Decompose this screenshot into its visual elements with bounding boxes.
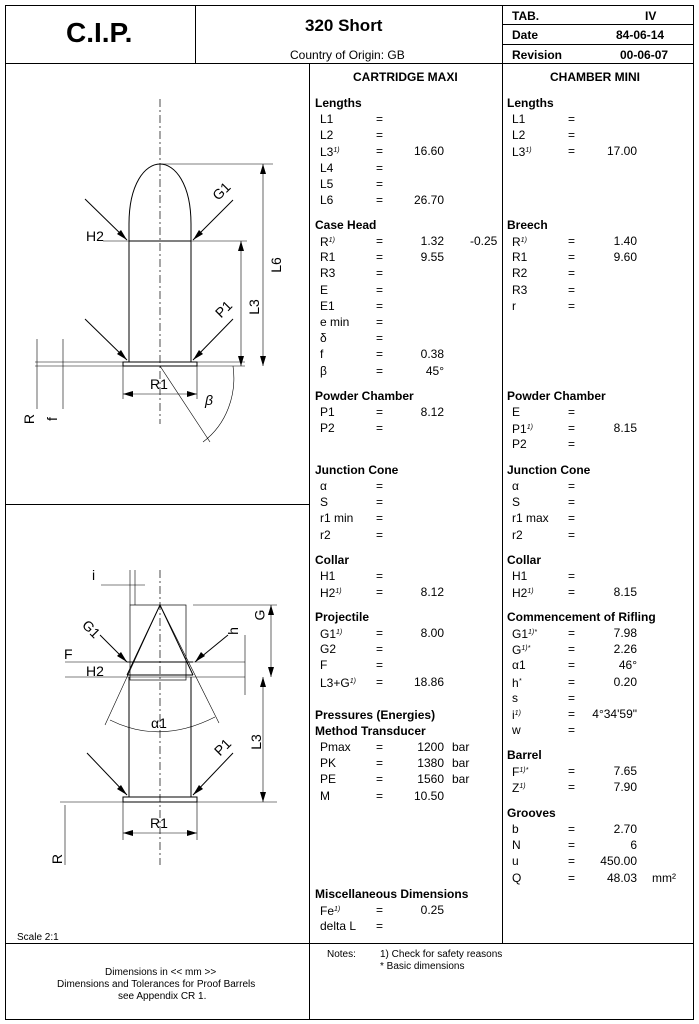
cartridge-collar-row-label: H1 <box>320 569 336 583</box>
cartridge-projectile-row-label: G2 <box>320 642 337 657</box>
chamber-rifling-row-value: 46° <box>618 658 637 673</box>
cartridge-misc-row-label-text: Fe <box>320 904 335 918</box>
cartridge-lengths-row-equals: = <box>376 193 384 207</box>
cartridge-pressures-row-label: Pmax <box>320 740 351 754</box>
chamber-grooves-row-equals: = <box>568 838 576 853</box>
footer-divider <box>5 943 694 944</box>
cartridge-casehead-row-footnote: 1) <box>328 237 335 244</box>
chamber-collar-row-label: H1 <box>512 569 528 583</box>
cartridge-collar-row-equals: = <box>376 585 384 600</box>
cartridge-casehead-row-equals: = <box>376 363 384 378</box>
header-sep-2 <box>502 5 503 64</box>
chamber-rifling-row-footnote: 1) <box>514 710 521 717</box>
chamber-barrel-row-value: 7.90 <box>613 780 637 795</box>
revision-label: Revision <box>512 48 563 62</box>
cartridge-pressures-row-label: PE <box>320 772 337 787</box>
chamber-powder-row-value: 8.15 <box>613 421 637 436</box>
cartridge-misc-row-equals: = <box>376 919 384 934</box>
cartridge-projectile-row-label: F <box>320 658 328 673</box>
cartridge-column-title: CARTRIDGE MAXI <box>353 70 458 84</box>
chamber-junction-row-equals: = <box>568 527 576 542</box>
cartridge-projectile-row-value: 18.86 <box>413 674 444 689</box>
footer-note-1: 1) Check for safety reasons <box>380 949 503 960</box>
page-title: 320 Short <box>305 16 383 35</box>
chamber-lengths-row-equals: = <box>568 144 576 159</box>
chamber-grooves-row-equals: = <box>568 870 576 885</box>
cartridge-casehead-row-label: E1 <box>320 298 335 313</box>
chamber-breech-row-label: R3 <box>512 282 528 297</box>
chamber-barrel-row-footnote: 1) <box>519 783 526 791</box>
cartridge-casehead-row-equals: = <box>376 315 384 329</box>
chamber-rifling-row-label <box>512 675 521 690</box>
cartridge-junction-row-equals: = <box>376 479 384 493</box>
cartridge-lengths-row-label: L5 <box>320 176 334 191</box>
cartridge-lengths-row-equals: = <box>376 128 384 143</box>
cartridge-pressures-row-unit: bar <box>452 772 470 787</box>
chamber-collar-row-label-text: H2 <box>512 586 528 601</box>
chamber-barrel-row-equals: = <box>568 780 576 795</box>
chamber-rifling-row-equals: = <box>568 674 576 689</box>
chamber-rifling-row-label: s <box>512 690 518 705</box>
chamber-junction-row-equals: = <box>568 479 576 493</box>
cartridge-casehead-row-value: 9.55 <box>420 250 444 265</box>
chamber-breech-row-label: r <box>512 298 516 313</box>
chamber-collar-row-equals: = <box>568 585 576 600</box>
cartridge-collar-row-label-text: H2 <box>320 586 336 601</box>
chamber-breech-row-equals: = <box>568 298 576 313</box>
chamber-grooves-row-value: 48.03 <box>606 870 637 885</box>
cartridge-lengths-row-label-text: L3 <box>320 145 334 160</box>
chamber-breech-row-value: 1.40 <box>613 234 637 248</box>
cartridge-lengths-row-equals: = <box>376 112 384 126</box>
chamber-junction-row-equals: = <box>568 495 576 510</box>
label-alpha1-bottom: α1 <box>151 715 167 731</box>
chamber-barrel-row-equals: = <box>568 764 576 778</box>
chamber-lengths-row-label: L2 <box>512 128 526 143</box>
cartridge-pressures-row-equals: = <box>376 740 384 754</box>
chamber-grooves-row-label: b <box>512 822 519 836</box>
cartridge-lengths-row-label: L1 <box>320 112 334 126</box>
footer-sep <box>309 943 310 1020</box>
chamber-breech-row-label: R1 <box>512 250 528 265</box>
cartridge-junction-row-label: α <box>320 479 327 493</box>
cartridge-casehead-row-value: 0.38 <box>420 347 444 362</box>
cartridge-pressures-row-label: PK <box>320 756 337 771</box>
cartridge-projectile-row-equals: = <box>376 674 384 689</box>
chamber-grooves-row-value: 6 <box>630 838 637 853</box>
cartridge-lengths-row-equals: = <box>376 160 384 175</box>
chamber-rifling-row-value: 0.20 <box>613 674 637 689</box>
chamber-grooves-row-label: Q <box>512 870 522 885</box>
chamber-junction-row-label: S <box>512 495 521 510</box>
cartridge-casehead-row-tolerance: -0.25 <box>470 234 498 248</box>
label-p1-bottom: P1 <box>210 735 235 759</box>
chamber-lengths-row-equals: = <box>568 128 576 143</box>
chamber-breech-row-equals: = <box>568 250 576 265</box>
cartridge-junction-row-label: r2 <box>320 527 331 542</box>
cartridge-pressures-row-label: M <box>320 788 330 803</box>
cartridge-collar-row-value: 8.12 <box>420 585 444 600</box>
cartridge-pressures-row-value: 10.50 <box>413 788 444 803</box>
label-h2-top: H2 <box>86 228 104 244</box>
chamber-powder-row-equals: = <box>568 437 576 452</box>
chamber-rifling-row-equals: = <box>568 690 576 705</box>
chamber-rifling-row-equals: = <box>568 642 576 657</box>
cartridge-casehead-row-equals: = <box>376 282 384 297</box>
cartridge-casehead-row-equals: = <box>376 298 384 313</box>
cartridge-casehead-row-value: 45° <box>425 363 444 378</box>
cartridge-misc-row-value: 0.25 <box>420 903 444 917</box>
cartridge-misc-row-footnote: 1) <box>334 906 341 913</box>
chamber-lengths-title: Lengths <box>507 96 554 110</box>
chamber-breech-row-label <box>512 234 527 249</box>
frame-right <box>693 5 694 1020</box>
header-sep-1 <box>195 5 196 64</box>
label-g1-bottom: G1 <box>79 616 104 642</box>
chamber-grooves-row-value: 2.70 <box>613 822 637 836</box>
chamber-lengths-row-label-text: L3 <box>512 145 526 160</box>
label-g-bottom: G <box>251 609 268 621</box>
cartridge-projectile-row-label <box>320 675 356 690</box>
cartridge-projectile-row-equals: = <box>376 642 384 657</box>
chamber-powder-row-equals: = <box>568 421 576 436</box>
cartridge-drawing <box>5 64 309 504</box>
cartridge-misc-row-equals: = <box>376 903 384 917</box>
cartridge-projectile-row-footnote: 1) <box>349 677 356 685</box>
cartridge-projectile-row-equals: = <box>376 626 384 640</box>
cartridge-junction-row-equals: = <box>376 527 384 542</box>
chamber-junction-row-label: r1 max <box>512 511 549 526</box>
chamber-grooves-row-label: N <box>512 838 521 853</box>
cartridge-collar-title: Collar <box>315 553 350 567</box>
chamber-powder-row-label: E <box>512 405 521 419</box>
cartridge-casehead-row-label: β <box>320 363 327 378</box>
cartridge-casehead-row-label: e min <box>320 315 350 329</box>
chamber-rifling-row-label-text: h <box>512 675 519 690</box>
chamber-barrel-row-label <box>512 780 526 795</box>
revision-value: 00-06-07 <box>620 48 669 62</box>
cartridge-powder-title: Powder Chamber <box>315 389 414 403</box>
frame-bottom <box>5 1019 694 1020</box>
date-value: 84-06-14 <box>616 28 665 42</box>
cartridge-projectile-row-label-text: L3+G <box>320 675 350 690</box>
cartridge-powder-row-value: 8.12 <box>420 405 444 419</box>
cartridge-pressures-title: Pressures (Energies) <box>315 708 436 722</box>
tab-label: TAB. <box>512 9 540 23</box>
chamber-powder-row-equals: = <box>568 405 576 419</box>
chamber-breech-row-equals: = <box>568 266 576 281</box>
date-label: Date <box>512 28 539 42</box>
cartridge-powder-row-equals: = <box>376 421 384 436</box>
cartridge-casehead-row-label: R1 <box>320 250 336 265</box>
scale-label: Scale 2:1 <box>17 932 59 943</box>
cartridge-projectile-row-equals: = <box>376 658 384 673</box>
cartridge-pressures-row-value: 1380 <box>417 756 444 771</box>
chamber-powder-row-footnote: 1) <box>526 424 533 432</box>
chamber-lengths-row-label <box>512 144 532 159</box>
cartridge-lengths-row-value: 26.70 <box>413 193 444 207</box>
header-row-2 <box>502 44 694 45</box>
cartridge-casehead-row-equals: = <box>376 234 384 248</box>
label-r1-bottom: R1 <box>150 815 168 831</box>
cartridge-junction-title: Junction Cone <box>315 463 399 477</box>
cartridge-junction-row-equals: = <box>376 495 384 510</box>
chamber-grooves-row-equals: = <box>568 854 576 869</box>
chamber-rifling-title: Commencement of Rifling <box>507 610 656 624</box>
chamber-junction-row-label: r2 <box>512 527 523 542</box>
chamber-rifling-row-value: 7.98 <box>613 626 637 640</box>
cartridge-lengths-row-equals: = <box>376 176 384 191</box>
label-l3-bottom: L3 <box>247 734 264 750</box>
cartridge-lengths-row-footnote: 1) <box>333 147 340 155</box>
cartridge-projectile-row-label <box>320 626 342 641</box>
chamber-lengths-row-label: L1 <box>512 112 526 126</box>
chamber-junction-row-equals: = <box>568 511 576 526</box>
cartridge-casehead-row-equals: = <box>376 250 384 265</box>
chamber-breech-row-footnote: 1) <box>520 237 527 244</box>
chamber-barrel-row-label-text: Z <box>512 781 520 796</box>
cartridge-powder-row-label: P2 <box>320 421 335 436</box>
label-r1-top: R1 <box>150 376 168 392</box>
cartridge-junction-row-equals: = <box>376 511 384 526</box>
cartridge-projectile-row-footnote: 1) <box>336 629 343 636</box>
cartridge-collar-row-label <box>320 585 342 600</box>
cartridge-junction-row-label: r1 min <box>320 511 354 526</box>
chamber-grooves-title: Grooves <box>507 806 556 820</box>
chamber-rifling-row-label: w <box>512 723 521 738</box>
label-f-bottom: F <box>64 646 73 662</box>
cartridge-pressures-row-equals: = <box>376 788 384 803</box>
chamber-grooves-row-label: u <box>512 854 519 869</box>
label-g1-top: G1 <box>209 178 234 204</box>
chamber-rifling-row-label-text: i <box>512 708 515 722</box>
cartridge-projectile-row-label-text: G1 <box>320 627 337 641</box>
cartridge-lengths-row-label: L6 <box>320 193 334 207</box>
chamber-rifling-row-value: 4°34'59" <box>592 707 637 721</box>
country-of-origin: Country of Origin: GB <box>290 48 405 62</box>
cartridge-casehead-row-label-text: R <box>320 235 329 249</box>
chamber-rifling-row-value: 2.26 <box>613 642 637 657</box>
cartridge-projectile-row-value: 8.00 <box>420 626 444 640</box>
cartridge-misc-title: Miscellaneous Dimensions <box>315 887 469 901</box>
cartridge-junction-row-label: S <box>320 495 329 510</box>
chamber-barrel-row-label <box>512 764 528 779</box>
cartridge-lengths-row-equals: = <box>376 144 384 159</box>
label-f-top: f <box>43 417 60 421</box>
chamber-junction-row-label: α <box>512 479 519 493</box>
col-sep-right <box>502 63 503 943</box>
cartridge-lengths-row-label <box>320 144 340 159</box>
label-h2-bottom: H2 <box>86 663 104 679</box>
chamber-rifling-row-footnote: * <box>518 677 522 685</box>
chamber-grooves-row-value: 450.00 <box>600 854 637 869</box>
label-l6-top: L6 <box>267 257 284 273</box>
chamber-rifling-row-equals: = <box>568 707 576 721</box>
chamber-barrel-title: Barrel <box>507 748 542 762</box>
cartridge-casehead-row-label <box>320 234 335 249</box>
cartridge-powder-row-equals: = <box>376 405 384 419</box>
chamber-rifling-row-equals: = <box>568 658 576 673</box>
chamber-barrel-row-value: 7.65 <box>613 764 637 778</box>
chamber-breech-row-equals: = <box>568 282 576 297</box>
footer-note-2: * Basic dimensions <box>380 961 465 972</box>
cartridge-casehead-row-label: R3 <box>320 266 336 281</box>
chamber-breech-title: Breech <box>507 218 548 232</box>
cartridge-lengths-row-value: 16.60 <box>413 144 444 159</box>
label-i-bottom: i <box>92 567 96 583</box>
label-l3-top: L3 <box>245 299 262 315</box>
cartridge-pressures-subtitle: Method Transducer <box>315 724 426 738</box>
chamber-lengths-row-footnote: 1) <box>525 147 532 155</box>
cartridge-lengths-row-label: L2 <box>320 128 334 143</box>
cartridge-casehead-row-label: δ <box>320 331 327 346</box>
chamber-rifling-row-equals: = <box>568 626 576 640</box>
cartridge-casehead-row-equals: = <box>376 347 384 362</box>
chamber-rifling-row-label <box>512 626 537 641</box>
chamber-collar-row-label <box>512 585 534 600</box>
cartridge-pressures-row-unit: bar <box>452 740 470 754</box>
cartridge-pressures-row-equals: = <box>376 756 384 771</box>
footer-units: Dimensions in << mm >> <box>105 967 217 978</box>
cartridge-casehead-row-label: E <box>320 282 329 297</box>
chamber-grooves-row-unit: mm² <box>652 870 676 885</box>
footer-appendix: see Appendix CR 1. <box>118 991 207 1002</box>
cartridge-collar-row-footnote: 1) <box>335 588 342 596</box>
cartridge-casehead-title: Case Head <box>315 218 377 232</box>
cartridge-misc-row-label: delta L <box>320 919 357 934</box>
cartridge-pressures-row-unit: bar <box>452 756 470 771</box>
chamber-breech-row-label-text: R <box>512 235 521 249</box>
frame-top <box>5 5 694 6</box>
chamber-rifling-row-footnote: 1)* <box>528 629 537 636</box>
chamber-powder-title: Powder Chamber <box>507 389 606 403</box>
chamber-breech-row-label: R2 <box>512 266 528 281</box>
chamber-collar-row-value: 8.15 <box>613 585 637 600</box>
chamber-barrel-row-label-text: F <box>512 765 520 779</box>
chamber-rifling-row-footnote: 1)* <box>521 645 531 653</box>
chamber-breech-row-equals: = <box>568 234 576 248</box>
chamber-rifling-row-equals: = <box>568 723 576 738</box>
chamber-powder-row-label-text: P1 <box>512 422 527 437</box>
chamber-breech-row-value: 9.60 <box>613 250 637 265</box>
col-sep-left <box>309 63 310 943</box>
chamber-collar-row-footnote: 1) <box>527 588 534 596</box>
chamber-powder-row-label: P2 <box>512 437 527 452</box>
chamber-junction-title: Junction Cone <box>507 463 591 477</box>
chamber-column-title: CHAMBER MINI <box>550 70 640 84</box>
label-p1-top: P1 <box>211 297 236 321</box>
label-r-top: R <box>21 413 38 425</box>
label-beta-top: β <box>205 392 213 408</box>
cartridge-casehead-row-label: f <box>320 347 324 362</box>
cartridge-projectile-title: Projectile <box>315 610 370 624</box>
cartridge-pressures-row-value: 1560 <box>417 772 444 787</box>
chamber-lengths-row-value: 17.00 <box>606 144 637 159</box>
footer-notes-label: Notes: <box>327 949 356 960</box>
label-h-bottom: h <box>224 627 241 635</box>
chamber-barrel-row-footnote: 1)* <box>519 767 529 774</box>
chamber-rifling-row-label-text: G <box>512 643 522 658</box>
cartridge-misc-row-label <box>320 903 340 918</box>
cartridge-lengths-row-label: L4 <box>320 160 334 175</box>
tab-value: IV <box>645 9 657 23</box>
chamber-collar-row-equals: = <box>568 569 576 583</box>
cip-logo: C.I.P. <box>66 17 133 48</box>
cartridge-lengths-title: Lengths <box>315 96 362 110</box>
footer-tolerances: Dimensions and Tolerances for Proof Barrels <box>57 979 256 990</box>
header-row-1 <box>502 24 694 25</box>
cartridge-casehead-row-equals: = <box>376 331 384 346</box>
label-r-bottom: R <box>49 853 66 865</box>
chamber-rifling-row-label: α1 <box>512 658 526 673</box>
chamber-lengths-row-equals: = <box>568 112 576 126</box>
cartridge-pressures-row-equals: = <box>376 772 384 787</box>
chamber-rifling-row-label <box>512 707 521 722</box>
cartridge-pressures-row-value: 1200 <box>417 740 444 754</box>
cartridge-collar-row-equals: = <box>376 569 384 583</box>
chamber-powder-row-label <box>512 421 533 436</box>
cartridge-powder-row-label: P1 <box>320 405 335 419</box>
cartridge-casehead-row-equals: = <box>376 266 384 281</box>
chamber-collar-title: Collar <box>507 553 542 567</box>
cartridge-casehead-row-value: 1.32 <box>420 234 444 248</box>
chamber-rifling-row-label <box>512 642 530 657</box>
chamber-rifling-row-label-text: G1 <box>512 627 529 641</box>
chamber-grooves-row-equals: = <box>568 822 576 836</box>
